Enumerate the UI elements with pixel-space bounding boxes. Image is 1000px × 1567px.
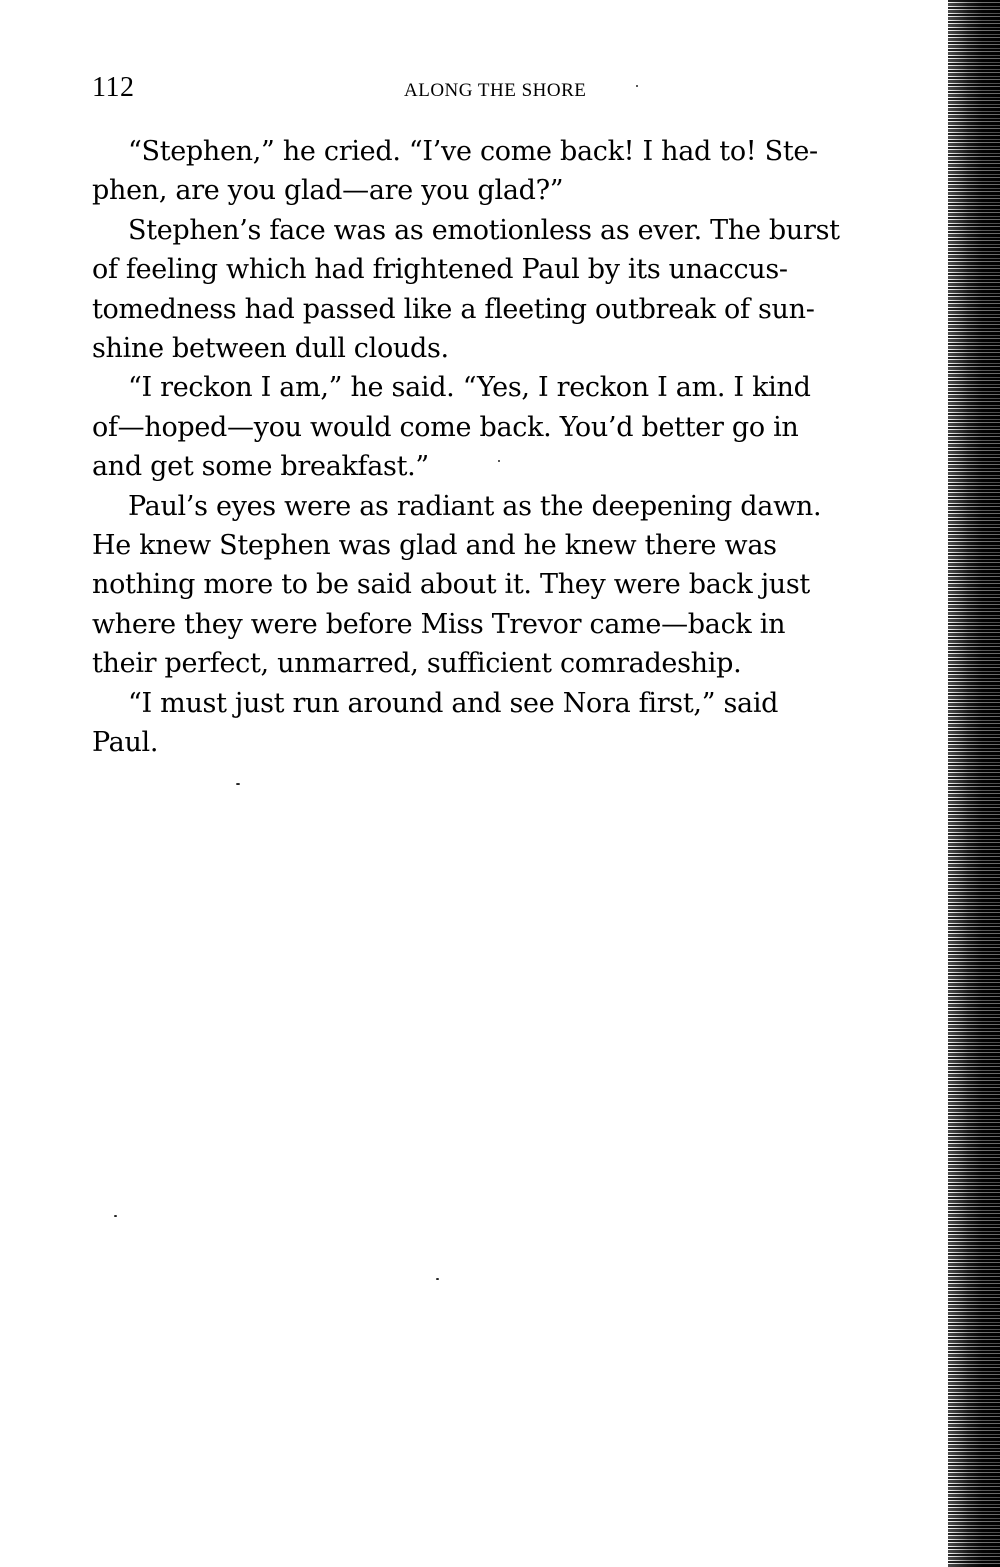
scan-speck	[436, 1278, 439, 1280]
running-title: ALONG THE SHORE	[404, 80, 587, 101]
running-header	[92, 72, 932, 108]
body-text	[92, 132, 932, 763]
scan-speck	[498, 460, 500, 462]
scan-speck	[236, 783, 240, 785]
scanned-page-edge	[948, 0, 1000, 1567]
paragraph-5: “I must just run around and see Nora first,” said Paul.	[92, 687, 779, 759]
scan-speck	[114, 1215, 117, 1217]
paragraph-2: Stephen’s face was as emotionless as ever. The burst of feeling which had frightened Paul by its unaccus- tomedness had passed like a fleeting outbreak of sun- shine between dull clouds.	[92, 214, 840, 365]
paragraph-1: “Stephen,” he cried. “I’ve come back! I had to! Ste- phen, are you glad—are you glad?”	[92, 136, 818, 207]
paragraph-4: Paul’s eyes were as radiant as the deepening dawn. He knew Stephen was glad and he knew there was nothing more to be said about it. They were back just where they were before Miss Trevor came—back in their perfect, unmarred, sufficient comradeship.	[92, 490, 822, 680]
paragraph-3: “I reckon I am,” he said. “Yes, I reckon I am. I kind of—hoped—you would come back. You’d better go in and get some breakfast.”	[92, 372, 811, 483]
page-number: 112	[92, 72, 135, 103]
scan-speck	[636, 85, 638, 87]
